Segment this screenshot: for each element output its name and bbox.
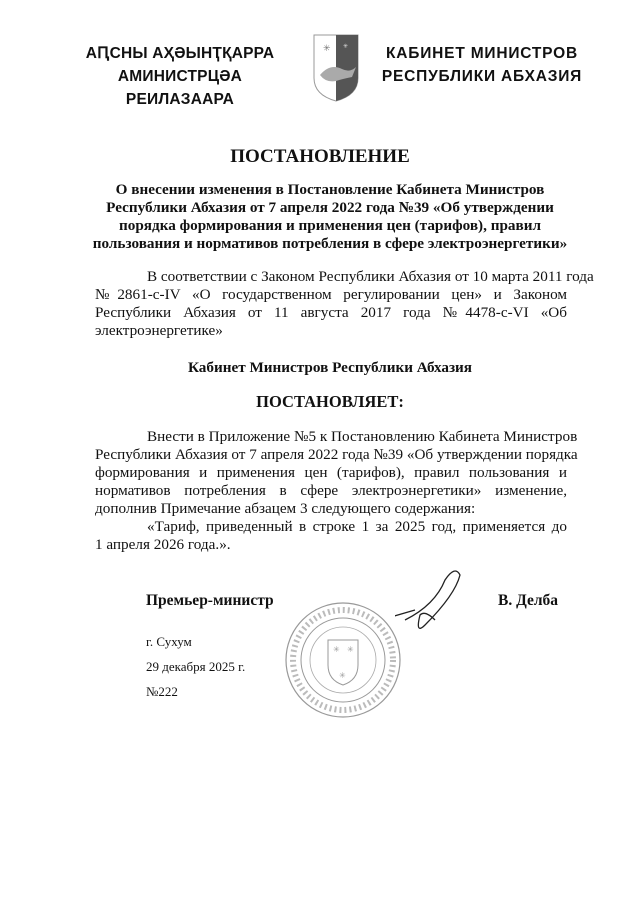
header-right: [372, 42, 592, 88]
header-left-line: АМИНИСТРЦӘА РЕИЛАЗААРА: [117, 68, 243, 108]
signatory-name: В. Делба: [498, 592, 559, 609]
body-line: Республики Абхазия от 7 апреля 2022 года №39 «Об утверждении порядка: [95, 446, 578, 463]
preamble-line: Республики Абхазия от 11 августа 2017 года №4478-с-VI «Об: [95, 304, 567, 321]
coat-of-arms-icon: [312, 33, 360, 103]
subject-line: Республики Абхазия от 7 апреля 2022 года №39 «Об утверждении: [106, 199, 554, 216]
resolution-body: [95, 428, 578, 554]
header-left: [70, 42, 290, 111]
document-title: ПОСТАНОВЛЕНИЕ: [230, 146, 410, 167]
document-number: №222: [146, 684, 178, 699]
svg-text:✳: ✳: [333, 645, 340, 654]
svg-text:✳: ✳: [343, 44, 349, 50]
body-line: «Тариф, приведенный в строке 1 за 2025 год, применяется до: [147, 518, 567, 535]
svg-text:✳: ✳: [339, 671, 346, 680]
svg-text:✳: ✳: [323, 43, 331, 53]
subject-line: порядка формирования и применения цен (тарифов), правил: [119, 217, 541, 234]
header-right-line: КАБИНЕТ МИНИСТРОВ: [386, 45, 578, 62]
subject-line: пользования и нормативов потребления в сфере электроэнергетики»: [92, 235, 568, 252]
issuer: Кабинет Министров Республики Абхазия: [187, 359, 473, 376]
header-right-line: РЕСПУБЛИКИ АБХАЗИЯ: [381, 68, 583, 85]
body-line: формирования и применения цен (тарифов), правил пользования и: [95, 464, 567, 481]
body-line: Внести в Приложение №5 к Постановлению Кабинета Министров: [147, 428, 578, 445]
body-line: 1 апреля 2026 года.».: [95, 536, 231, 553]
place: г. Сухум: [146, 634, 192, 649]
preamble-line: электроэнергетике»: [95, 322, 223, 339]
svg-text:✳: ✳: [347, 645, 354, 654]
preamble: [95, 268, 594, 340]
body-line: нормативов потребления в сфере электроэнергетики» изменение,: [95, 482, 567, 499]
subject-line: О внесении изменения в Постановление Кабинета Министров: [115, 181, 545, 198]
date: 29 декабря 2025 г.: [146, 659, 246, 674]
preamble-line: В соответствии с Законом Республики Абхазия от 10 марта 2011 года: [147, 268, 594, 285]
preamble-line: №2861-с-IV «О государственном регулировании цен» и Законом: [95, 286, 567, 303]
body-line: дополнив Примечание абзацем 3 следующего содержания:: [95, 500, 476, 517]
official-seal-icon: [283, 600, 403, 720]
signature-icon: [395, 565, 470, 640]
signatory-position: Премьер-министр: [146, 592, 274, 609]
header-left-line: АԤСНЫ АҲӘЫНҬҚАРРА: [85, 45, 275, 62]
resolves-heading: ПОСТАНОВЛЯЕТ:: [256, 392, 404, 411]
document-subject: [80, 181, 580, 253]
